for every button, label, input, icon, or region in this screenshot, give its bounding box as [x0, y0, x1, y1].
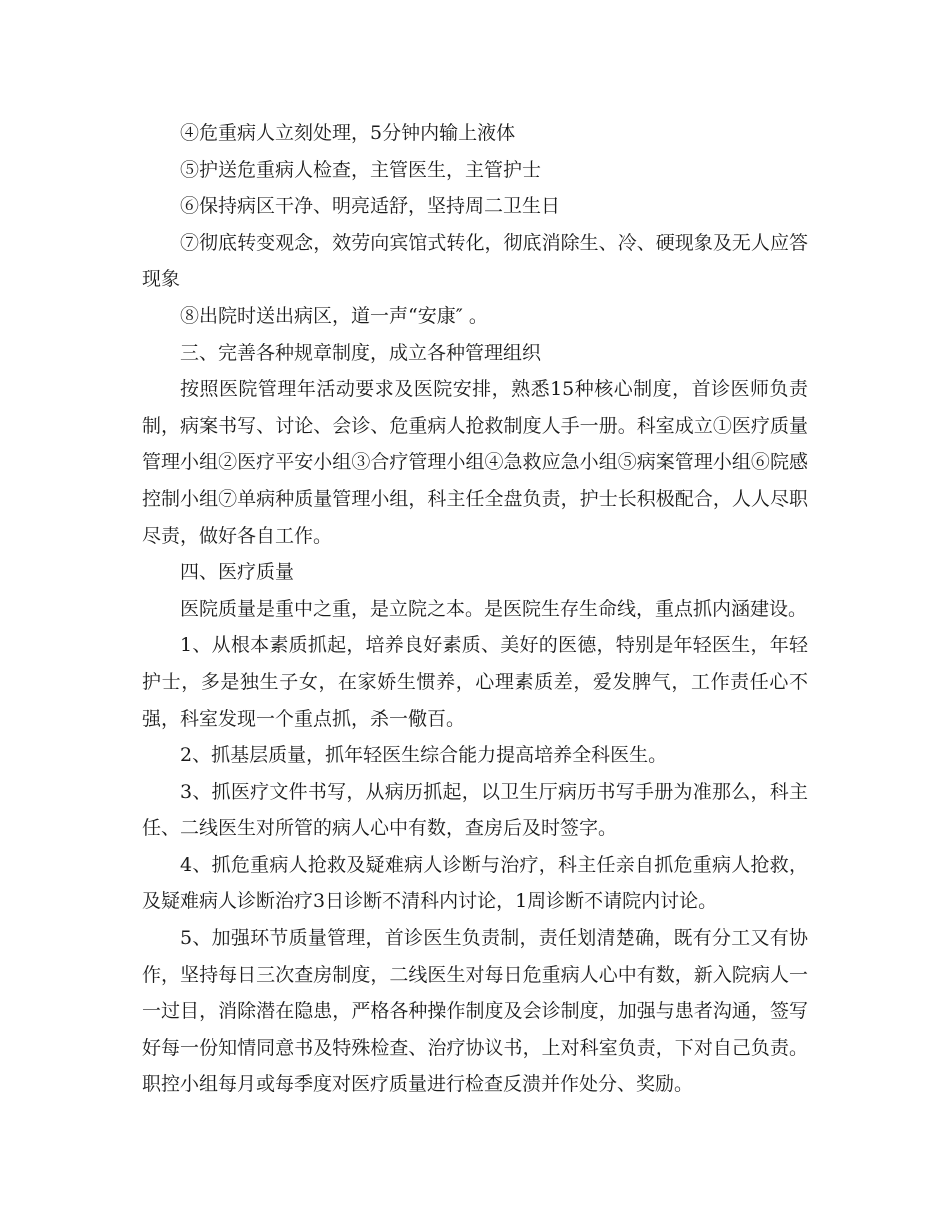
paragraph-item-7-attitude: ⑦彻底转变观念，效劳向宾馆式转化，彻底消除生、冷、硬现象及无人应答现象 — [142, 231, 808, 291]
paragraph-item-6-clean-ward: ⑥保持病区干净、明亮适舒，坚持周二卫生日 — [180, 195, 561, 218]
paragraph-point-4: 4、抓危重病人抢救及疑难病人诊断与治疗，科主任亲自抓危重病人抢救，及疑难病人诊断治疗3日诊断不清科内讨论，1周诊断不请院内讨论。 — [142, 853, 808, 913]
section-heading-4: 四、医疗质量 — [180, 561, 295, 584]
paragraph-point-2: 2、抓基层质量，抓年轻医生综合能力提高培养全科医生。 — [180, 744, 668, 767]
paragraph-item-8-discharge: ⑧出院时送出病区，道一声“安康″ 。 — [180, 304, 488, 327]
paragraph-item-4-emergency: ④危重病人立刻处理，5分钟内输上液体 — [180, 122, 516, 144]
section-heading-3: 三、完善各种规章制度，成立各种管理组织 — [180, 341, 542, 364]
paragraph-point-3: 3、抓医疗文件书写，从病历抓起，以卫生厅病历书写手册为准那么，科主任、二线医生对所管的病人心中有数，查房后及时签字。 — [142, 780, 808, 840]
paragraph-point-5: 5、加强环节质量管理，首诊医生负责制，责任划清楚确，既有分工又有协作，坚持每日三次查房制度，二线医生对每日危重病人心中有数，新入院病人一一过目，消除潜在隐患，严格各种操作制度及会诊制度，加强与患者沟通，签写好每一份知情同意书及特殊检查、治疗协议书，上对科室负责，下对自己负责。职控小组每月或每季度对医疗质量进行检查反溃并作处分、奖励。 — [142, 927, 808, 1096]
paragraph-quality-intro: 医院质量是重中之重，是立院之本。是医院生存生命线，重点抓内涵建设。 — [180, 597, 808, 620]
paragraph-management-groups: 按照医院管理年活动要求及医院安排，熟悉15种核心制度，首诊医师负责制，病案书写、讨论、会诊、危重病人抢救制度人手一册。科室成立①医疗质量管理小组②医疗平安小组③合疗管理小组④急救应急小组⑤病案管理小组⑥院感控制小组⑦单病种质量管理小组，科主任全盘负责，护士长积极配合，人人尽职尽责，做好各自工作。 — [142, 378, 808, 547]
paragraph-item-5-escort: ⑤护送危重病人检查，主管医生，主管护士 — [180, 158, 542, 181]
document-body — [142, 115, 808, 1103]
paragraph-point-1: 1、从根本素质抓起，培养良好素质、美好的医德，特别是年轻医生，年轻护士，多是独生子女，在家娇生惯养，心理素质差，爱发脾气，工作责任心不强，科室发现一个重点抓，杀一儆百。 — [142, 634, 808, 730]
